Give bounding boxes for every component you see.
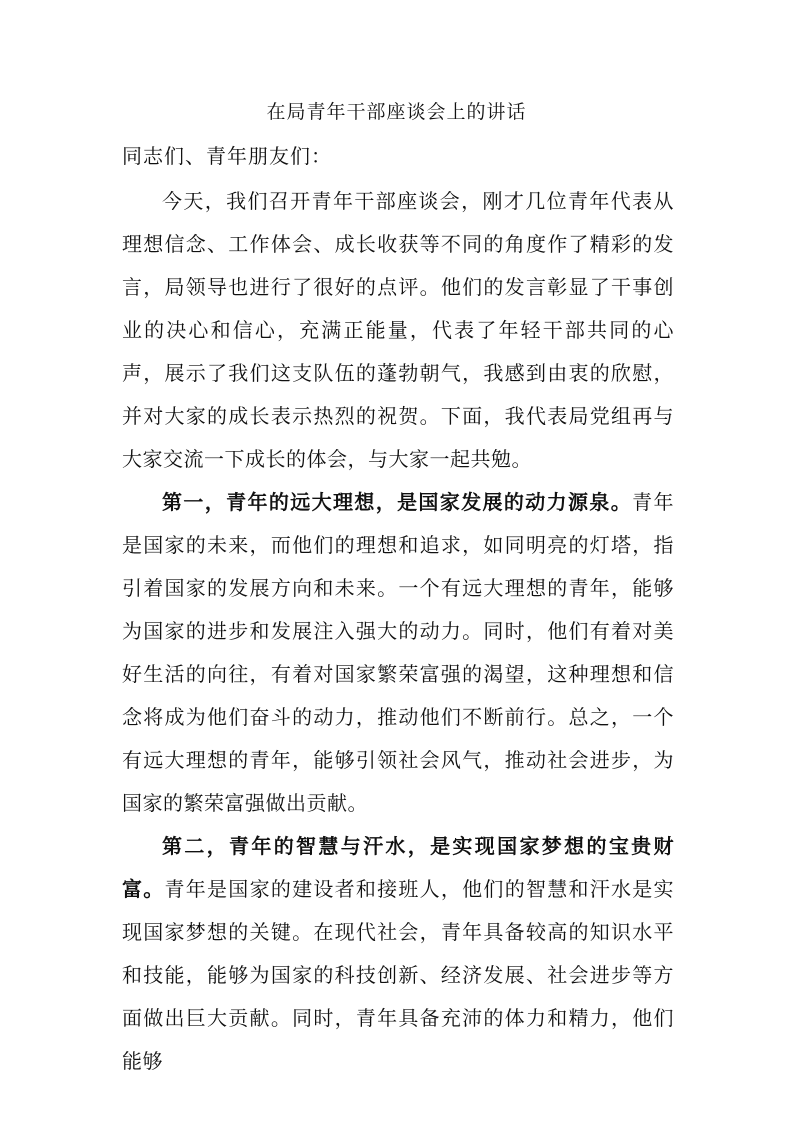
paragraph-text: 青年是国家的建设者和接班人，他们的智慧和汗水是实现国家梦想的关键。在现代社会，青年具备较高的知识水平和技能，能够为国家的科技创新、经济发展、社会进步等方面做出巨大贡献。同时，青年具备充沛的体力和精力，他们能够 <box>122 877 675 1073</box>
paragraph-point-two <box>122 825 674 1083</box>
paragraph-heading: 第一，青年的远大理想，是国家发展的动力源泉。 <box>162 490 633 514</box>
paragraph-intro <box>122 180 674 481</box>
paragraph-heading: 第二，青年的智慧与汗水，是实现国家梦想的宝贵财富。 <box>122 834 674 901</box>
paragraph-text: 青年是国家的未来，而他们的理想和追求，如同明亮的灯塔，指引着国家的发展方向和未来。一个有远大理想的青年，能够为国家的进步和发展注入强大的动力。同时，他们有着对美好生活的向往，有着对国家繁荣富强的渴望，这种理想和信念将成为他们奋斗的动力，推动他们不断前行。总之，一个有远大理想的青年，能够引领社会风气，推动社会进步，为国家的繁荣富强做出贡献。 <box>122 490 675 815</box>
salutation: 同志们、青年朋友们： <box>122 144 332 168</box>
document-title: 在局青年干部座谈会上的讲话 <box>266 101 527 123</box>
paragraph-point-one <box>122 481 674 825</box>
paragraph-text: 今天，我们召开青年干部座谈会，刚才几位青年代表从理想信念、工作体会、成长收获等不同的角度作了精彩的发言，局领导也进行了很好的点评。他们的发言彰显了干事创业的决心和信心，充满正能量，代表了年轻干部共同的心声，展示了我们这支队伍的蓬勃朝气，我感到由衷的欣慰，并对大家的成长表示热烈的祝贺。下面，我代表局党组再与大家交流一下成长的体会，与大家一起共勉。 <box>122 189 674 471</box>
document-body <box>122 136 674 1083</box>
